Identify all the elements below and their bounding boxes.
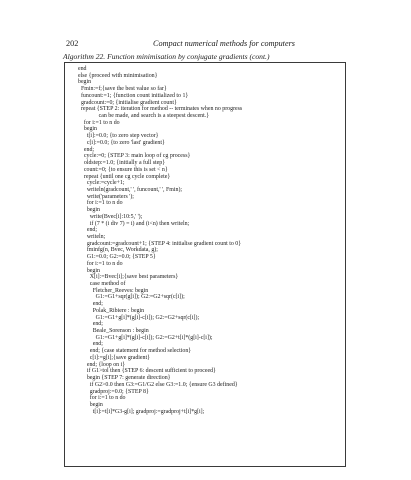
code-line: G1:=G1+g[i]*(g[i]-c[i]); G2:=G2+t[i]*(g[i]-c[i]); bbox=[78, 334, 213, 341]
code-line: begin bbox=[78, 207, 100, 214]
code-listing bbox=[78, 66, 242, 415]
code-line: repeat {STEP 2: iteration for method -- terminates when no progress bbox=[78, 106, 243, 113]
code-line: if G1>tol then {STEP 6: descent sufficient to proceed} bbox=[78, 368, 216, 375]
code-line: end bbox=[78, 66, 87, 72]
code-line: t[i]:=t[i]*G3-g[i]; gradproj:=gradproj+t[i]*g[i]; bbox=[78, 408, 205, 415]
code-line: if (7 * (i div 7) = i) and (i<n) then writeln; bbox=[78, 220, 190, 227]
code-line: cycle:=cycle+1; bbox=[78, 180, 125, 187]
code-line: begin {STEP 7: generate direction} bbox=[78, 375, 171, 382]
code-line: if G2>0.0 then G3:=G1/G2 else G3:=1.0; {ensure G3 defined} bbox=[78, 381, 238, 388]
code-line: for i:=1 to n do bbox=[78, 119, 120, 126]
code-line: write('parameters '); bbox=[78, 193, 134, 200]
code-line: gradcount:=gradcount+1; {STEP 4: initialise gradient count to 0} bbox=[78, 240, 242, 247]
code-line: c[i]:=0.0; {to zero 'last' gradient} bbox=[78, 139, 165, 146]
code-line: end; bbox=[78, 301, 103, 308]
code-line: can be made, and search is a steepest descent.} bbox=[78, 113, 210, 120]
code-line: else {proceed with minimisation} bbox=[78, 72, 158, 79]
page-header bbox=[66, 38, 345, 50]
code-line: end; {loop on i} bbox=[78, 361, 126, 368]
running-title: Compact numerical methods for computers bbox=[153, 39, 295, 48]
code-line: fminfg(n, Bvec, Workdata, g); bbox=[78, 247, 158, 254]
code-line: gradcount:=0; {initialise gradient count} bbox=[78, 99, 177, 106]
code-line: Polak_Ribiere : begin bbox=[78, 307, 145, 314]
code-line: gradproj:=0.0; {STEP 8} bbox=[78, 388, 149, 395]
code-line: end; bbox=[78, 321, 103, 328]
code-line: G1:=G1+g[i]*(g[i]-c[i]); G2:=G2+sqr(c[i]); bbox=[78, 314, 200, 321]
code-line: c[i]:=g[i];{save gradient} bbox=[78, 354, 150, 361]
code-line: X[i]:=Bvec[i];{save best parameters} bbox=[78, 274, 179, 281]
code-line: repeat {until one cg cycle complete} bbox=[78, 173, 171, 180]
code-line: begin bbox=[78, 401, 103, 408]
code-line: Fletcher_Reeves: begin bbox=[78, 287, 149, 294]
code-line: for i:=1 to n do bbox=[78, 200, 123, 207]
code-listing-box bbox=[64, 62, 346, 467]
code-line: end; bbox=[78, 227, 97, 234]
code-line: writeln; bbox=[78, 233, 106, 240]
code-line: begin bbox=[78, 126, 97, 133]
code-line: G1:=G1+sqr(g[i]); G2:=G2+sqr(c[i]); bbox=[78, 294, 185, 301]
code-line: writeln(gradcount,' ', funcount,' ', Fmin); bbox=[78, 186, 183, 193]
code-line: begin bbox=[78, 79, 92, 86]
code-line: for i:=1 to n do bbox=[78, 260, 123, 267]
code-line: oldstep:=1.0; {initially a full step} bbox=[78, 160, 166, 167]
code-line: begin bbox=[78, 267, 100, 274]
code-line: cycle:=0; {STEP 3: main loop of cg process} bbox=[78, 153, 191, 160]
code-line: t[i]:=0.0; {to zero step vector} bbox=[78, 133, 159, 140]
code-line: for i:=1 to n do bbox=[78, 395, 126, 402]
code-line: Fmin:=f;{save the best value so far} bbox=[78, 86, 167, 93]
code-line: end; bbox=[78, 341, 103, 348]
code-line: write(Bvec[i]:10:5,' '); bbox=[78, 213, 143, 220]
page-number: 202 bbox=[66, 39, 79, 48]
code-line: end; {case statement for method selection} bbox=[78, 348, 192, 355]
algorithm-caption: Algorithm 22. Function minimisation by conjugate gradients (cont.) bbox=[63, 52, 270, 61]
code-line: G1:=0.0; G2:=0.0; {STEP 5} bbox=[78, 254, 156, 261]
code-line: case method of bbox=[78, 281, 126, 287]
code-line: count:=0; {to ensure this is set < n} bbox=[78, 166, 168, 173]
code-line: funcount:=1; {function count initialized to 1} bbox=[78, 92, 189, 99]
code-line: Beale_Sorenson : begin bbox=[78, 328, 149, 335]
code-line: end; bbox=[78, 146, 95, 153]
